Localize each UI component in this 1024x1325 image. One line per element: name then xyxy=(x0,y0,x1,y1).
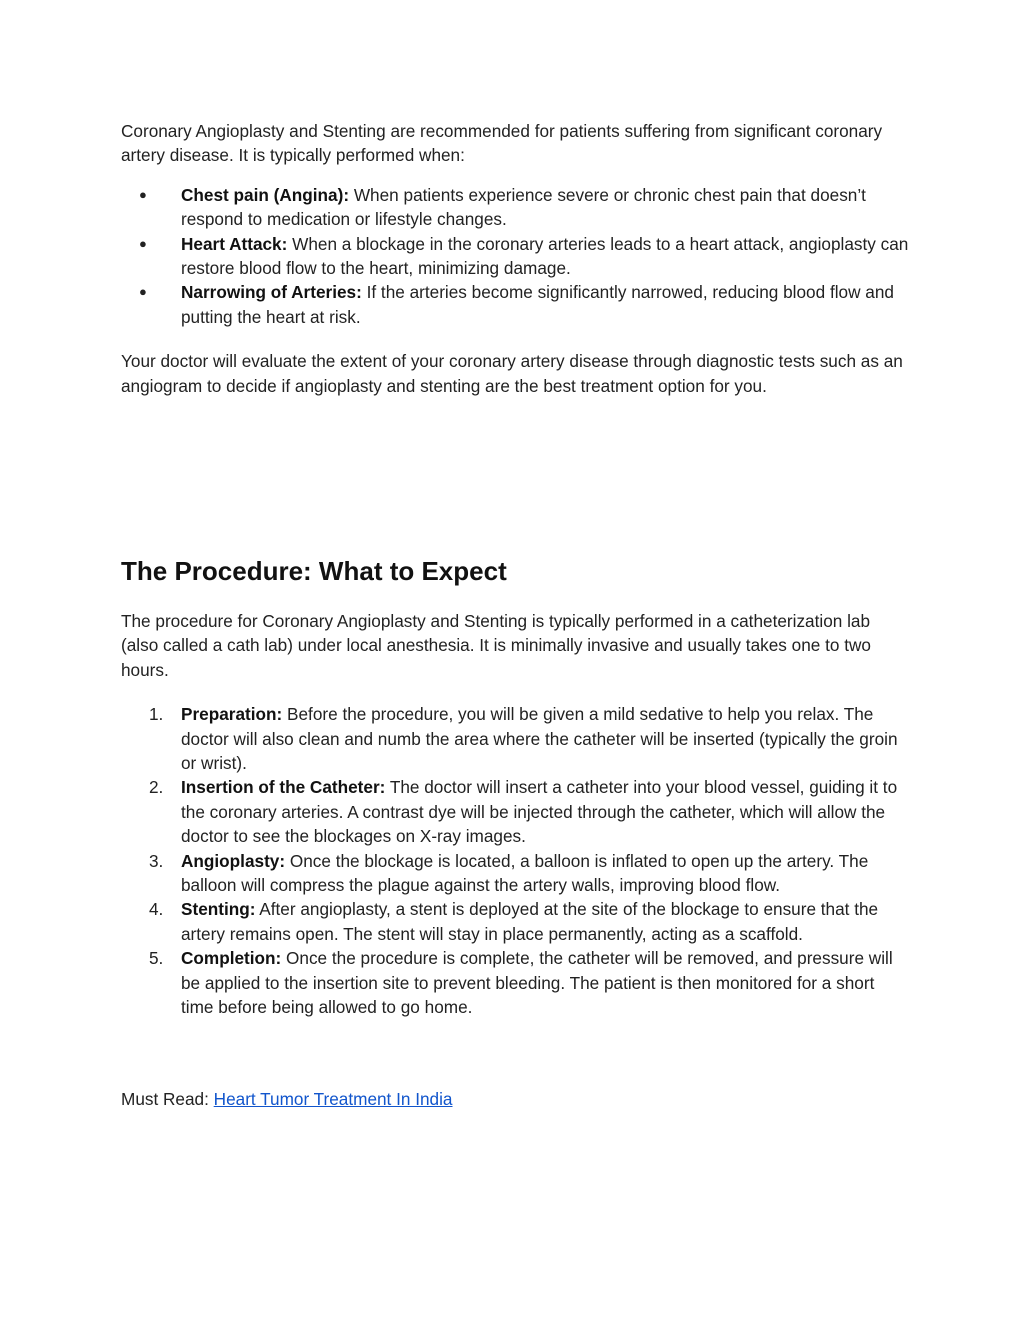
list-item xyxy=(121,897,911,946)
list-item xyxy=(121,232,911,281)
list-item xyxy=(121,775,911,848)
indications-list xyxy=(121,183,911,329)
step-title: Angioplasty: xyxy=(181,850,286,871)
step-title: Completion: xyxy=(181,948,282,969)
list-item-text: If the arteries become significantly narrowed, reducing blood flow and putting the heart at risk. xyxy=(181,282,894,327)
list-item-text: When a blockage in the coronary arteries leads to a heart attack, angioplasty can restore blood flow to the heart, minimizing damage. xyxy=(181,233,909,279)
list-item-text: When patients experience severe or chronic chest pain that doesn’t respond to medication or lifestyle changes. xyxy=(181,184,866,230)
step-number: 1. xyxy=(149,704,164,725)
step-text: After angioplasty, a stent is deployed at the site of the blockage to ensure that the artery remains open. The stent will stay in place permanently, acting as a scaffold. xyxy=(181,899,879,944)
list-item xyxy=(121,280,911,329)
step-text: Once the procedure is complete, the catheter will be removed, and pressure will be applied to the insertion site to prevent bleeding. The patient is then monitored for a short time before being allowed to go home. xyxy=(181,948,893,1018)
evaluation-paragraph: Your doctor will evaluate the extent of your coronary artery disease through diagnostic tests such as an angiogram to decide if angioplasty and stenting are the best treatment option for you. xyxy=(121,351,903,396)
procedure-steps-list xyxy=(121,702,911,1019)
bullet-icon: ● xyxy=(139,284,147,300)
procedure-intro-paragraph: The procedure for Coronary Angioplasty and Stenting is typically performed in a catheterization lab (also called a cath lab) under local anesthesia. It is minimally invasive and usually takes one to two hours. xyxy=(121,611,871,680)
must-read-link[interactable]: Heart Tumor Treatment In India xyxy=(213,1089,453,1109)
must-read-label: Must Read: xyxy=(121,1089,214,1109)
document-page xyxy=(121,119,911,1109)
step-number: 5. xyxy=(149,948,164,969)
step-number: 4. xyxy=(149,899,164,920)
step-number: 2. xyxy=(149,777,164,798)
intro-paragraph: Coronary Angioplasty and Stenting are recommended for patients suffering from significant coronary artery disease. It is typically performed when: xyxy=(121,121,883,166)
list-item-title: Chest pain (Angina): xyxy=(181,184,350,205)
list-item xyxy=(121,946,911,1019)
step-text: Before the procedure, you will be given a mild sedative to help you relax. The doctor will also clean and numb the area where the catheter will be inserted (typically the groin or wrist). xyxy=(181,704,898,774)
step-number: 3. xyxy=(149,850,164,871)
list-item xyxy=(121,702,911,775)
bullet-icon: ● xyxy=(139,186,147,202)
section-heading: The Procedure: What to Expect xyxy=(121,556,507,586)
must-read-line xyxy=(121,1087,453,1111)
step-title: Stenting: xyxy=(181,899,256,920)
list-item xyxy=(121,183,911,232)
step-title: Insertion of the Catheter: xyxy=(181,777,386,798)
list-item-title: Narrowing of Arteries: xyxy=(181,282,362,303)
step-text: The doctor will insert a catheter into your blood vessel, guiding it to the coronary arteries. A contrast dye will be injected through the catheter, which will allow the doctor to see the blockages on X-ray images. xyxy=(181,777,898,847)
list-item-title: Heart Attack: xyxy=(181,233,288,254)
step-text: Once the blockage is located, a balloon is inflated to open up the artery. The balloon will compress the plague against the artery walls, improving blood flow. xyxy=(181,850,869,896)
list-item xyxy=(121,849,911,898)
bullet-icon: ● xyxy=(139,235,147,251)
step-title: Preparation: xyxy=(181,704,283,725)
procedure-section xyxy=(121,609,911,1020)
